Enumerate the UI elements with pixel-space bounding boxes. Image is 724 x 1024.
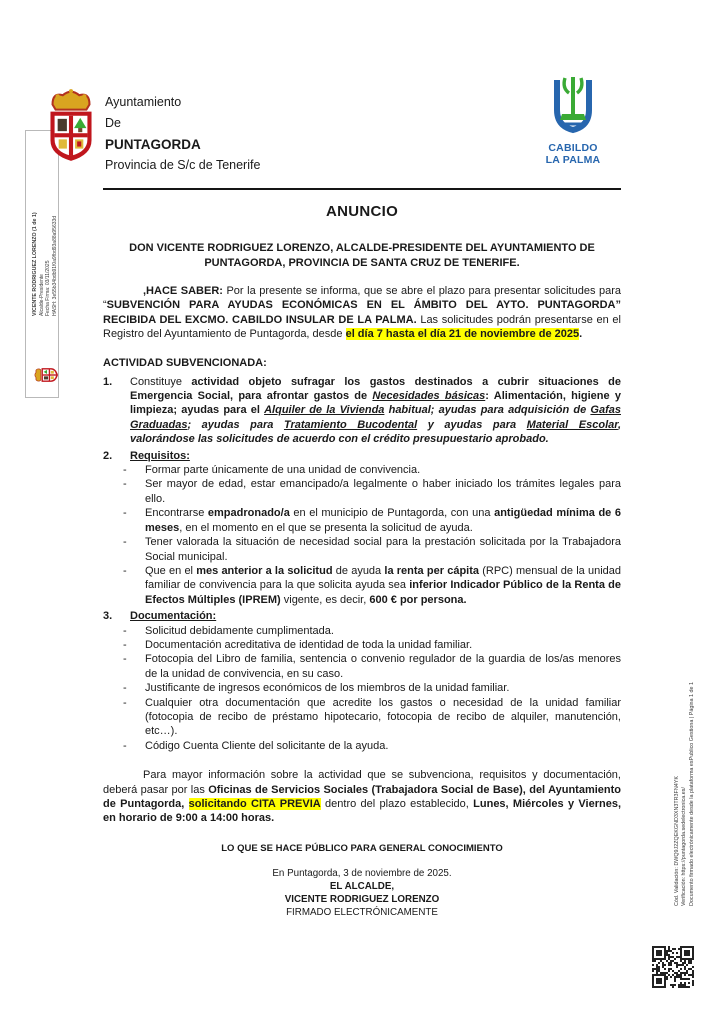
bullet-item: - Encontrarse empadronado/a en el municipio de Puntagorda, con una antigüedad mínima de 6 meses, en el momento en el que se presenta la solicitud de ayuda.	[123, 507, 621, 534]
bullet-item: - Justificante de ingresos económicos de los miembros de la unidad familiar.	[123, 682, 510, 695]
list-item	[103, 609, 621, 753]
org-line-1: Ayuntamiento	[105, 95, 182, 109]
puntagorda-coat-of-arms-icon	[40, 86, 102, 169]
closing-place-date: En Puntagorda, 3 de noviembre de 2025.	[272, 867, 452, 879]
org-line-3: PUNTAGORDA	[105, 137, 201, 152]
signature-hash: HASH: 3e55b34bdb91f0a9fbd93a88a95633d	[51, 215, 58, 316]
closing-block	[103, 867, 621, 919]
closing-role: EL ALCALDE,	[329, 880, 395, 892]
cabildo-logo-icon	[541, 76, 605, 138]
org-line-2: De	[105, 116, 121, 130]
list-item-heading: Documentación:	[130, 610, 217, 623]
cabildo-la-palma-logo	[538, 76, 608, 166]
validation-code: Cód. Validación: DWQ9J2ZQEKGND3XN3TR3FN4YK	[674, 776, 680, 906]
bullet-item: - Fotocopia del Libro de familia, sentencia o convenio regulador de la guardia de los/as menores de la unidad de convivencia, en su caso.	[123, 653, 621, 680]
qr-code	[650, 944, 696, 990]
section-heading: ACTIVIDAD SUBVENCIONADA:	[103, 356, 267, 369]
document-subtitle: DON VICENTE RODRIGUEZ LORENZO, ALCALDE-PRESIDENTE DEL AYUNTAMIENTO DE PUNTAGORDA, PROVINCIA DE SANTA CRUZ DE TENERIFE.	[129, 242, 595, 269]
bullet-item: - Solicitud debidamente cumplimentada.	[123, 624, 334, 637]
bullet-item: - Código Cuenta Cliente del solicitante de la ayuda.	[123, 739, 389, 752]
list-item-number: 1.	[103, 375, 113, 388]
intro-paragraph: ,HACE SABER: Por la presente se informa, que se abre el plazo para presentar solicitudes para “SUBVENCIÓN PARA AYUDAS ECONÓMICAS EN EL ÁMBITO DEL AYTO. PUNTAGORDA” RECIBIDA DEL EXCMO. CABILDO INSULAR DE LA PALMA. Las solicitudes podrán presentarse en el Registro del Ayuntamiento de Puntagorda, desde el día 7 hasta el día 21 de noviembre de 2025.	[103, 285, 621, 341]
organization-name-block	[105, 92, 260, 176]
closing-signed: FIRMADO ELECTRÓNICAMENTE	[286, 906, 438, 918]
bullet-item: - Tener valorada la situación de necesidad social para la prestación solicitada por la Trabajadora Social municipal.	[123, 536, 621, 563]
header-divider	[103, 188, 621, 190]
numbered-list	[103, 375, 621, 754]
signer-role: Alcalde-Presidente	[38, 274, 45, 316]
signature-vertical-text	[32, 202, 58, 316]
verification-url: Verificación: https://puntagorda.sedelectronica.es/	[681, 787, 688, 906]
list-item-number: 2.	[103, 449, 113, 462]
platform-note: Documento firmado electrónicamente desde la plataforma esPublico Gestiona | Página 1 de 1	[688, 681, 695, 906]
info-paragraph: Para mayor información sobre la actividad que se subvenciona, requisitos y documentación, deberá pasar por las Oficinas de Servicios Sociales (Trabajadora Social de Base), del Ayuntamiento de Puntagorda, solicitando CITA PREVIA dentro del plazo establecido, Lunes, Miércoles y Viernes, en horario de 9:00 a 14:00 horas.	[103, 769, 622, 825]
signer-name: VICENTE RODRIGUEZ LORENZO (1 de 1)	[32, 212, 38, 316]
validation-vertical-text	[674, 574, 696, 906]
list-item: 1. Constituye actividad objeto sufragar los gastos destinados a cubrir situaciones de Emergencia Social, para afrontar gastos de Necesidades básicas: Alimentación, higiene y limpieza; ayudas para el Alquiler de la Vivienda habitual; ayudas para adquisición de Gafas Graduadas; ayudas para Tratamiento Bucodental y ayudas para Material Escolar, valorándose las solicitudes de acuerdo con el crédito presupuestario aprobado.	[103, 375, 622, 446]
list-item	[103, 449, 621, 607]
document-title: ANUNCIO	[325, 203, 399, 220]
document-body	[103, 188, 621, 919]
bullet-item: - Formar parte únicamente de una unidad de convivencia.	[123, 464, 421, 477]
signature-date: Fecha Firma: 03/11/2025	[45, 260, 52, 316]
org-line-4: Provincia de S/c de Tenerife	[105, 158, 261, 172]
cabildo-name-line-1: CABILDO	[548, 142, 598, 154]
bullet-item: - Ser mayor de edad, estar emancipado/a legalmente o haber iniciado los trámites legales para ello.	[123, 478, 621, 505]
public-notice: LO QUE SE HACE PÚBLICO PARA GENERAL CONOCIMIENTO	[221, 842, 503, 854]
list-item-number: 3.	[103, 610, 113, 623]
cabildo-name-line-2: LA PALMA	[545, 153, 601, 166]
bullet-item: - Documentación acreditativa de identidad de toda la unidad familiar.	[123, 638, 473, 651]
bullet-item: - Cualquier otra documentación que acredite los gastos o necesidad de la unidad familiar (fotocopia de recibo de préstamo hipotecario, fotocopia de recibo de alquiler, manutención, etc…).	[123, 696, 621, 738]
closing-name: VICENTE RODRIGUEZ LORENZO	[284, 893, 440, 905]
list-item-heading: Requisitos:	[130, 449, 190, 462]
stamp-coat-of-arms-icon	[33, 362, 59, 388]
bullet-item: - Que en el mes anterior a la solicitud de ayuda la renta per cápita (RPC) mensual de la unidad familiar de convivencia para la que solicita ayuda sea inferior Indicador Público de la Renta de Efectos Múltiples (IPREM) vigente, es decir, 600 € por persona.	[123, 564, 621, 606]
